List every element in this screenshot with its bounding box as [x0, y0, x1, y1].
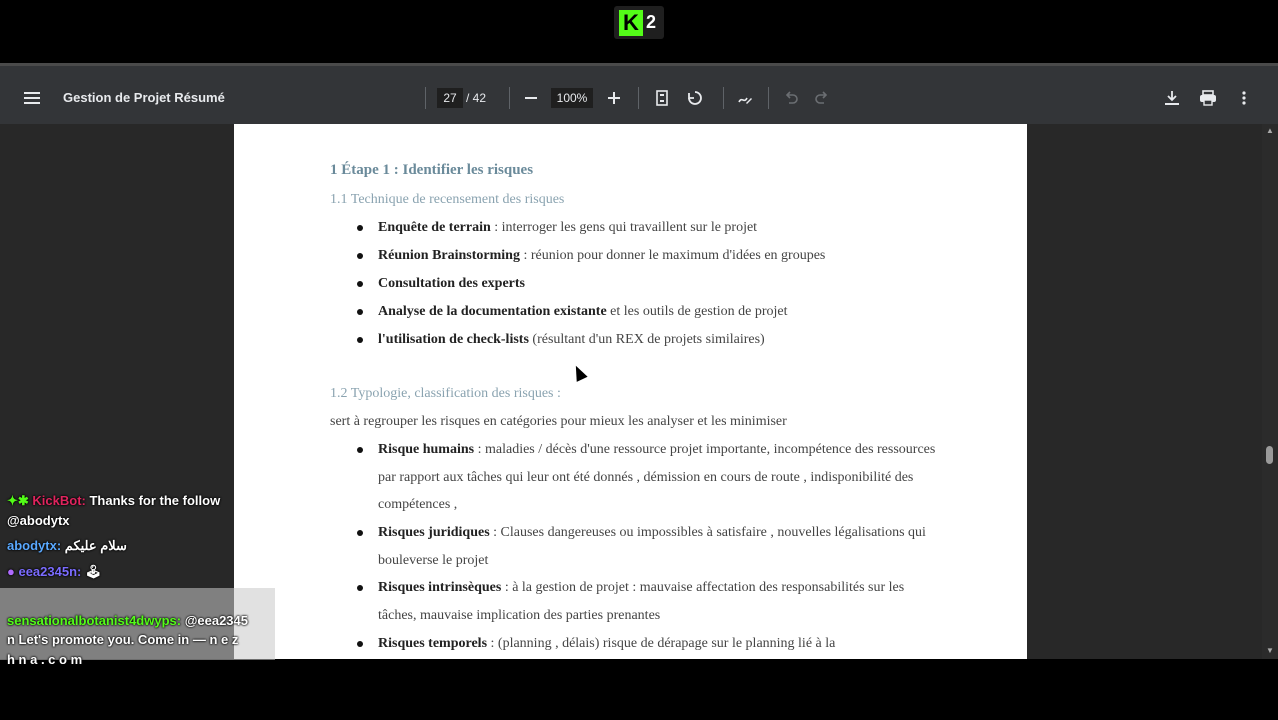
- chat-message: n Let's promote you. Come in — n e z: [7, 632, 239, 647]
- page-number-input[interactable]: 27: [437, 88, 463, 108]
- scrollbar-thumb[interactable]: [1266, 446, 1273, 464]
- chat-message: sensationalbotanist4dwyps: @eea2345: [7, 613, 248, 628]
- print-icon[interactable]: [1198, 88, 1218, 108]
- pdf-toolbar: [0, 63, 1278, 124]
- vertical-scrollbar[interactable]: [1262, 124, 1278, 659]
- divider: [425, 87, 426, 109]
- section-heading: 1 Étape 1 : Identifier les risques: [330, 162, 534, 178]
- page-total: / 42: [466, 91, 487, 105]
- download-icon[interactable]: [1162, 88, 1182, 108]
- divider: [638, 87, 639, 109]
- logo-letter: K: [619, 10, 643, 36]
- document-title: Gestion de Projet Résumé: [63, 90, 225, 105]
- rotate-icon[interactable]: [684, 88, 706, 108]
- logo-number: 2: [646, 12, 657, 32]
- fit-page-icon[interactable]: [652, 88, 672, 108]
- chat-message: ✦✱ KickBot: Thanks for the follow: [7, 493, 221, 508]
- chat-message: @abodytx: [7, 513, 70, 528]
- divider: [509, 87, 510, 109]
- list-item: Risques intrinsèques : à la gestion de projet : mauvaise affectation des responsabilités sur les tâches, mauvaise implication des parties prenantes: [378, 574, 938, 629]
- list-item: Risques juridiques : Clauses dangereuses ou impossibles à satisfaire , nouvelles légalisations qui bouleverse le projet: [378, 519, 938, 574]
- chat-message: ● eea2345n: 🕹: [7, 564, 102, 579]
- zoom-out-icon[interactable]: [521, 88, 541, 108]
- chat-message: h n a . c o m: [7, 652, 83, 667]
- list-item: Risques temporels : (planning , délais) risque de dérapage sur le planning lié à la: [378, 630, 938, 658]
- pdf-viewer: [0, 63, 1278, 659]
- mic-badge-icon: ●: [7, 564, 19, 579]
- list-item: Réunion Brainstorming : réunion pour donner le maximum d'idées en groupes: [378, 242, 938, 270]
- redo-icon[interactable]: [812, 88, 832, 108]
- kick-logo: [614, 6, 664, 39]
- list-item: Risque humains : maladies / décès d'une ressource projet importante, incompétence des ressources par rapport aux tâches qui leur ont été donnés , démission en cours de route , indisponibilité des compétences ,: [378, 436, 938, 519]
- subsection-heading: 1.1 Technique de recensement des risques: [330, 192, 565, 207]
- paragraph: sert à regrouper les risques en catégories pour mieux les analyser et les minimiser: [330, 414, 787, 429]
- more-icon[interactable]: [1234, 88, 1254, 108]
- divider: [768, 87, 769, 109]
- annotate-icon[interactable]: [735, 88, 755, 108]
- menu-icon[interactable]: [22, 88, 42, 108]
- zoom-level-input[interactable]: 100%: [551, 88, 593, 108]
- pdf-page: [234, 124, 1027, 659]
- scroll-down-icon[interactable]: ▼: [1266, 646, 1274, 655]
- divider: [723, 87, 724, 109]
- list-item: Consultation des experts: [378, 270, 938, 298]
- subsection-heading: 1.2 Typologie, classification des risques :: [330, 386, 561, 401]
- list-item: Enquête de terrain : interroger les gens qui travaillent sur le projet: [378, 214, 938, 242]
- chat-message: abodytx: سلام عليكم: [7, 538, 127, 553]
- zoom-in-icon[interactable]: [604, 88, 624, 108]
- undo-icon[interactable]: [781, 88, 801, 108]
- list-item: l'utilisation de check-lists (résultant d'un REX de projets similaires): [378, 326, 938, 354]
- bot-badge-icon: ✦✱: [7, 493, 33, 508]
- list-item: Analyse de la documentation existante et les outils de gestion de projet: [378, 298, 938, 326]
- scroll-up-icon[interactable]: ▲: [1266, 126, 1274, 135]
